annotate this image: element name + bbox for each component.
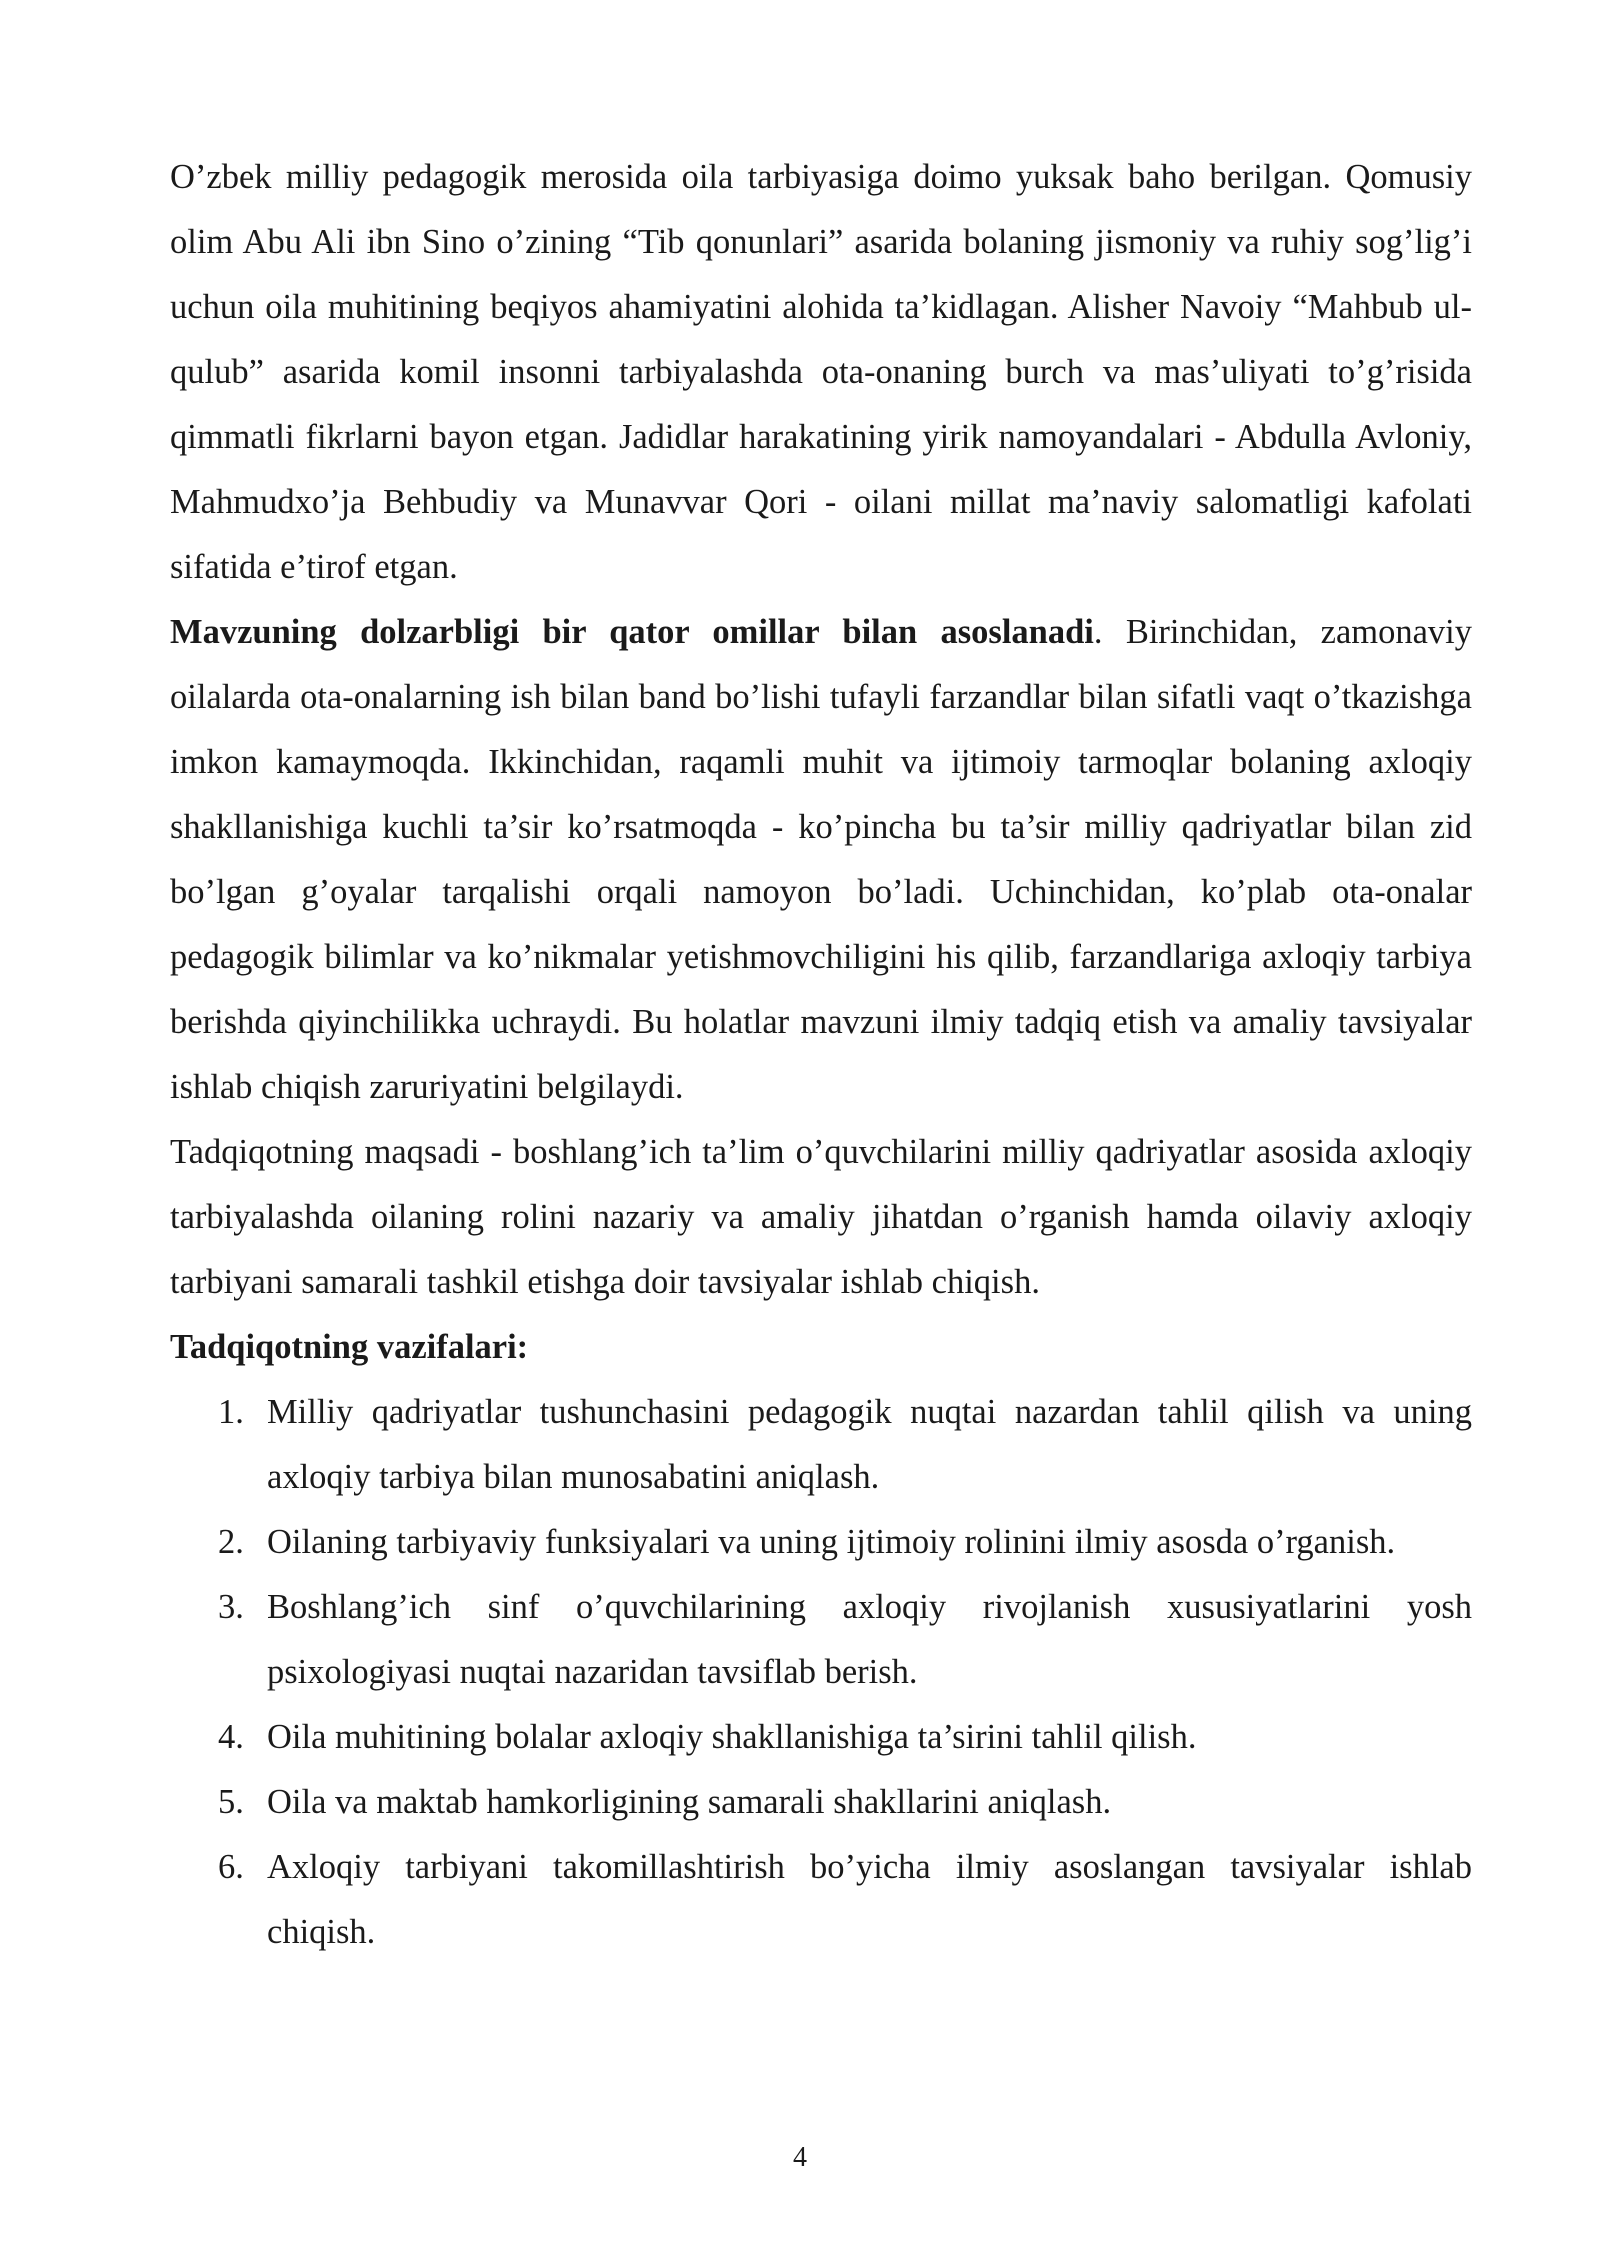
list-item-text: Oila muhitining bolalar axloqiy shakllanishiga ta’sirini tahlil qilish.	[267, 1718, 1197, 1756]
list-item-number: 4.	[218, 1718, 244, 1756]
list-item	[170, 1835, 1472, 1965]
relevance-paragraph	[170, 600, 1472, 1120]
page-number: 4	[793, 2142, 807, 2173]
goal-paragraph: Tadqiqotning maqsadi - boshlang’ich ta’lim o’quvchilarini milliy qadriyatlar asosida axloqiy tarbiyalashda oilaning rolini nazariy va amaliy jihatdan o’rganish hamda oilaviy axloqiy tarbiyani samarali tashkil etishga doir tavsiyalar ishlab chiqish.	[170, 1133, 1472, 1301]
list-item	[170, 1380, 1472, 1510]
list-item	[170, 1705, 1472, 1770]
list-item-text: Oilaning tarbiyaviy funksiyalari va uning ijtimoiy rolinini ilmiy asosda o’rganish.	[267, 1523, 1396, 1561]
relevance-text: . Birinchidan, zamonaviy oilalarda ota-onalarning ish bilan band bo’lishi tufayli farzandlar bilan sifatli vaqt o’tkazishga imkon kamaymoqda. Ikkinchidan, raqamli muhit va ijtimoiy tarmoqlar bolaning axloqiy shakllanishiga kuchli ta’sir ko’rsatmoqda - ko’pincha bu ta’sir milliy qadriyatlar bilan zid bo’lgan g’oyalar tarqalishi orqali namoyon bo’ladi. Uchinchidan, ko’plab ota-onalar pedagogik bilimlar va ko’nikmalar yetishmovchiligini his qilib, farzandlariga axloqiy tarbiya berishda qiyinchilikka uchraydi. Bu holatlar mavzuni ilmiy tadqiq etish va amaliy tavsiyalar ishlab chiqish zaruriyatini belgilaydi.	[170, 613, 1472, 1106]
list-item-text: Axloqiy tarbiyani takomillashtirish bo’yicha ilmiy asoslangan tavsiyalar ishlab chiqish.	[267, 1848, 1472, 1951]
document-page	[170, 145, 1472, 1965]
list-item-text: Boshlang’ich sinf o’quvchilarining axloqiy rivojlanish xususiyatlarini yosh psixologiyasi nuqtai nazaridan tavsiflab berish.	[267, 1588, 1472, 1691]
list-item-number: 1.	[218, 1393, 244, 1431]
list-item-text: Oila va maktab hamkorligining samarali shakllarini aniqlash.	[267, 1783, 1112, 1821]
list-item	[170, 1510, 1472, 1575]
list-item-number: 6.	[218, 1848, 244, 1886]
intro-paragraph: O’zbek milliy pedagogik merosida oila tarbiyasiga doimo yuksak baho berilgan. Qomusiy olim Abu Ali ibn Sino o’zining “Tib qonunlari” asarida bolaning jismoniy va ruhiy sog’lig’i uchun oila muhitining beqiyos ahamiyatini alohida ta’kidlagan. Alisher Navoiy “Mahbub ul-qulub” asarida komil insonni tarbiyalashda ota-onaning burch va mas’uliyati to’g’risida qimmatli fikrlarni bayon etgan. Jadidlar harakatining yirik namoyandalari - Abdulla Avloniy, Mahmudxo’ja Behbudiy va Munavvar Qori - oilani millat ma’naviy salomatligi kafolati sifatida e’tirof etgan.	[170, 158, 1472, 586]
tasks-heading: Tadqiqotning vazifalari:	[170, 1328, 529, 1366]
list-item-number: 3.	[218, 1588, 244, 1626]
relevance-lead: Mavzuning dolzarbligi bir qator omillar bilan asoslanadi	[170, 613, 1094, 651]
list-item-number: 2.	[218, 1523, 244, 1561]
list-item	[170, 1770, 1472, 1835]
tasks-list	[170, 1380, 1472, 1965]
list-item-text: Milliy qadriyatlar tushunchasini pedagogik nuqtai nazardan tahlil qilish va uning axloqiy tarbiya bilan munosabatini aniqlash.	[267, 1393, 1472, 1496]
list-item-number: 5.	[218, 1783, 244, 1821]
list-item	[170, 1575, 1472, 1705]
